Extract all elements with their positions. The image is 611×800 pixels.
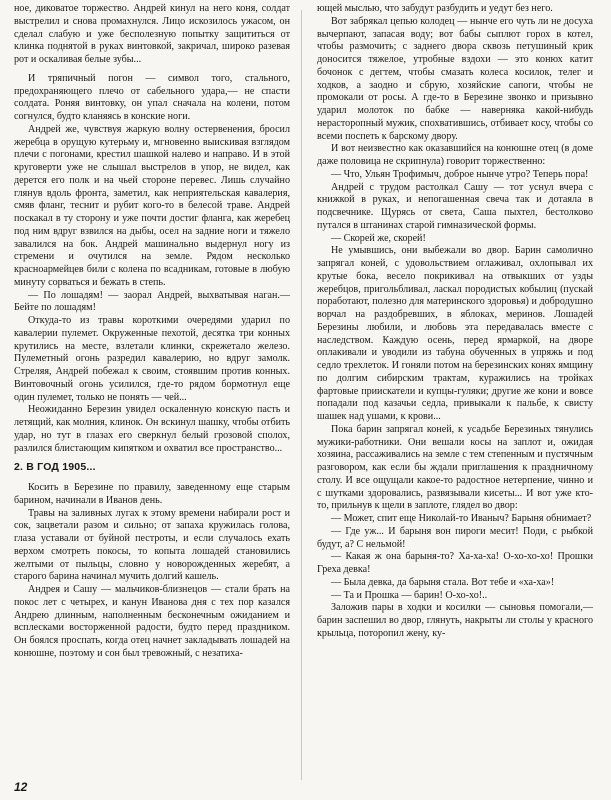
right-column [317,3,593,641]
paragraph: Откуда-то из травы короткими очередями ударил по кавалерии пулемет. Окруженные пехотой, десятка три конных крутились на месте, взлетали клинки, скрежетало железо. Пулеметный огонь разредил кавалерию, но вдруг замолк. Стреляя, Андрей побежал к своим, стоявшим против конных. Винтовочный огонь усилился, где-то рядом бормотнул еще один пулемет, только не понять — чей... [14,315,290,403]
paragraph: Неожиданно Березин увидел оскаленную конскую пасть и летящий, как молния, клинок. Он вскинул шашку, чтобы отбить удар, но тут в глазах его сверкнул белый грозовой сполох, разлился блистающим кипятком и охватил все пространство... [14,404,290,454]
paragraph: Не умывшись, они выбежали во двор. Барин самолично запрягал коней, с удовольствием оглаживал, охлопывал их крутые бока, весело покрикивал на отвыкших от узды жеребцов, пригольбливал, ласкал породистых кобылиц (пускай поработают, полезно для материнского здоровья) и добродушно ворчал на раздобревших, в яблоках, меринов. Лошадей Березины любили, и любовь эта передавалась вместе с наследством. Каждую осень, перед ярмаркой, на дворе оплакивали и уводили из табуна обученных в упряжь и под седло трехлеток. И гоняли потом на березинских конях ямщину по долгим сибирским трактам, куражились на тройках фартовые приискатели и купцы-гуляки; другие же кони и вовсе попадали под казачьи седла, привыкали к пальбе, к свисту шашек над ушами, к крови... [317,245,593,422]
paragraph: Косить в Березине по правилу, заведенному еще старым барином, начинали в Иванов день. [14,482,290,506]
paragraph: — Была девка, да барыня стала. Вот тебе и «ха-ха»! [331,576,555,588]
paragraph: — Что, Ульян Трофимыч, доброе нынче утро? Теперь пора! [331,168,589,180]
paragraph: Заложив пары в ходки и косилки — сыновья помогали,— барин заспешил во двор, глянуть, накрыты ли столы у красного крыльца, поторопил жену, ку- [317,602,593,639]
paragraph: — Та и Прошка — барин! О-хо-хо!.. [331,589,488,601]
section-title: 2. В ГОД 1905... [14,461,96,474]
paragraph: Андрей же, чувствуя жаркую волну остервенения, бросил жеребца в орущую кутерьму и, мгновенно выискивая взглядом плечи с погонами, крестил шашкой налево и направо. И в этой круговерти уже не слышал выстрелов в упор, не видел, как дерется его полк и на чьей стороне перевес. Лишь случайно глянув вдоль фронта, заметил, как неприятельская кавалерия, смяв фланг, теснит и рубит кого-то в белесой траве. Андрей поскакал в ту сторону и уже почти достиг фланга, как жеребец под ним вдруг взвился на дыбы, осел на задние ноги и тяжело завалился на бок. Андрей машинально выдернул ногу из стремени и очутился на земле. Рядом несколько красноармейцев били с колена по всадникам, готовые в любую минуту сорваться и бежать в степь. [14,123,290,288]
paragraph: И тряпичный погон — символ того, стального, предохраняющего плечо от сабельного удара,— не спасти солдата. Роняя винтовку, он упал сначала на колени, потом согнулся, будто кланяясь в конские ноги. [14,72,290,122]
paragraph: Андрея и Сашу — мальчиков-близнецов — стали брать на покос лет с четырех, и канун Иванова дня с тех пор казался Андрею длинным, наполненным бесконечным ожиданием и всплесками восторженной радости, будто перед праздником. Он боялся проспать, когда отец начнет закладывать лошадей на конюшне, поэтому и сон был тревожный, с незатиха- [14,584,290,659]
page-number: 12 [14,780,28,794]
paragraph: — Где уж... И барыня вон пироги месит! Поди, с рыбкой будут, а? С нельмой! [317,525,593,550]
paragraph: Травы на заливных лугах к этому времени набирали рост и сок, зацветали разом и сильно; от запаха кружилась голова, глаза уставали от буйной пестроты, и если случалось ехать верхом смотреть покосы, то копыта лошадей становились желтыми от пыльцы, словно у новорожденных жеребят, а старого барина начинал мучить долгий кашель. [14,507,290,583]
paragraph: И вот неизвестно как оказавшийся на конюшне отец (в доме даже половица не скрипнула) говорит торжественно: [317,143,593,167]
column-divider [301,10,302,780]
paragraph: — Скорей же, скорей! [331,232,426,244]
left-column [14,3,290,661]
paragraph: — Какая ж она барыня-то? Ха-ха-ха! О-хо-хо-хо! Прошки Греха девка! [317,551,593,575]
paragraph: Вот забрякал цепью колодец — нынче его чуть ли не досуха вычерпают, запасая воду; вот бабы сыплют горох в котел, чтобы размочить; с заднего двора сквозь петушиный крик доносится тяжелое, утробные вздохи — это конюх катит бочонок с дегтем, чтобы смазать колеса косилок, телег и ходков, а заодно и сбрую, хозяйские сапоги, чтобы не промокали от росы. А где-то в Березине звонко и призывно ударил молоток по бабке — наверняка какой-нибудь нерасторопный мужик, спохватившись, отбивает косу, чтобы со всеми поспеть к барскому двору. [317,15,593,142]
paragraph: Андрей с трудом растолкал Сашу — тот уснул вчера с книжкой в руках, и непогашенная свеча так и дотаяла в подсвечнике. Щурясь от света, Саша пыхтел, бестолково путался в штанинах старой гимназической формы. [317,181,593,231]
paragraph: Пока барин запрягал коней, к усадьбе Березиных тянулись мужики-работники. Они вешали косы на заплот и, ожидая хозяина, рассаживались на земле с тем степенным и пустячным разговором, как если бы ждали приглашения к праздничному столу. И все ощущали какое-то радостное нетерпение, чинно и с шутками здоровались, развязывали кисеты... И вот уже кто-то, прильнув к щели в заплоте, глядел во двор: [317,423,593,512]
paragraph: — По лошадям! — заорал Андрей, выхватывая наган.— Бейте по лошадям! [14,289,290,314]
paragraph: ное, диковатое торжество. Андрей кинул на него коня, солдат выстрелил и снова промахнулся. Лицо искозилось ужасом, он сделал слабую и уже бесполезную попытку защититься от клинка поднятой в руках винтовкой, закричал, широко разевая рот и оскаливая белые зубы... [14,3,290,65]
paragraph: ющей мыслью, что забудут разбудить и уедут без него. [317,3,553,14]
paragraph: — Может, спит еще Николай-то Иваныч? Барыня обнимает? [331,513,592,524]
